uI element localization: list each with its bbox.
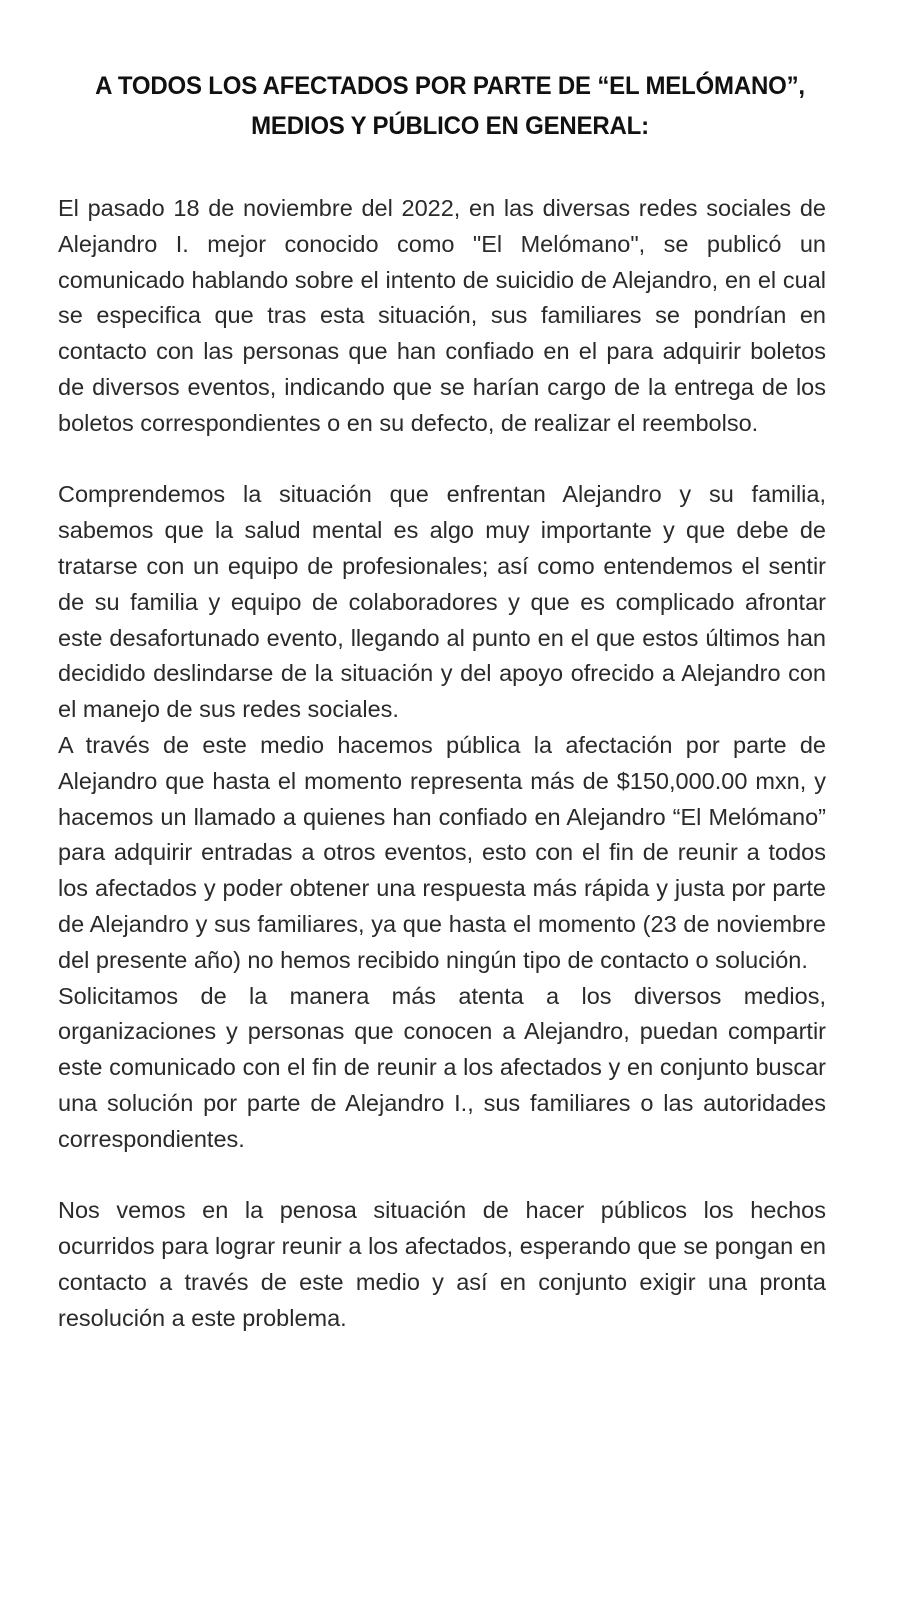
title-line-2: MEDIOS Y PÚBLICO EN GENERAL: — [251, 112, 649, 140]
title-line-1: A TODOS LOS AFECTADOS POR PARTE DE “EL MELÓMANO”, — [95, 72, 805, 100]
paragraph-closing: Nos vemos en la penosa situación de hacer públicos los hechos ocurridos para lograr reunir a los afectados, esperando que se pongan en contacto a través de este medio y así en conjunto exigir una pronta resolución a este problema. — [58, 1197, 826, 1331]
paragraph-request-media: Solicitamos de la manera más atenta a los diversos medios, organizaciones y personas que conocen a Alejandro, puedan compartir este comunicado con el fin de reunir a los afectados y en conjunto buscar una solución por parte de Alejandro I., sus familiares o las autoridades correspondientes. — [58, 982, 826, 1152]
document-body — [58, 191, 826, 1337]
paragraph-public-call: A través de este medio hacemos pública la afectación por parte de Alejandro que hasta el momento representa más de $150,000.00 mxn, y hacemos un llamado a quienes han confiado en Alejandro “El Melómano” para adquirir entradas a otros eventos, esto con el fin de reunir a todos los afectados y poder obtener una respuesta más rápida y justa por parte de Alejandro y sus familiares, ya que hasta el momento (23 de noviembre del presente año) no hemos recibido ningún tipo de contacto o solución. — [58, 731, 826, 973]
paragraph-understanding: Comprendemos la situación que enfrentan Alejandro y su familia, sabemos que la salud mental es algo muy importante y que debe de tratarse con un equipo de profesionales; así como entendemos el sentir de su familia y equipo de colaboradores y que es complicado afrontar este desafortunado evento, llegando al punto en el que estos últimos han decidido deslindarse de la situación y del apoyo ofrecido a Alejandro con el manejo de sus redes sociales. — [58, 481, 826, 723]
paragraph-intro: El pasado 18 de noviembre del 2022, en las diversas redes sociales de Alejandro I. mejor conocido como "El Melómano", se publicó un comunicado hablando sobre el intento de suicidio de Alejandro, en el cual se especifica que tras esta situación, sus familiares se pondrían en contacto con las personas que han confiado en el para adquirir boletos de diversos eventos, indicando que se harían cargo de la entrega de los boletos correspondientes o en su defecto, de realizar el reembolso. — [58, 195, 826, 436]
document-title — [18, 66, 882, 146]
